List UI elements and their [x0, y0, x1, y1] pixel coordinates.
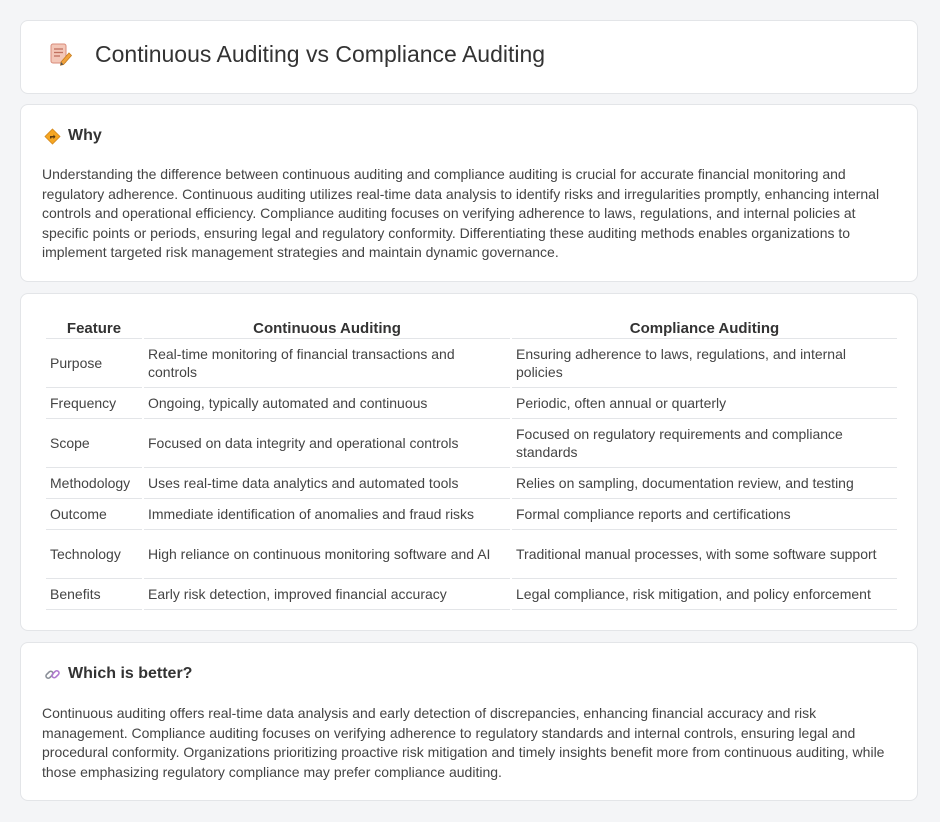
compliance-cell: Focused on regulatory requirements and compliance standards — [512, 419, 897, 468]
table-row — [46, 499, 897, 530]
feature-cell: Technology — [46, 530, 142, 579]
table-header-row — [46, 316, 897, 339]
table-row — [46, 419, 897, 468]
header-compliance: Compliance Auditing — [512, 316, 897, 339]
table-row — [46, 530, 897, 579]
continuous-cell: Ongoing, typically automated and continuous — [144, 388, 510, 419]
compliance-cell: Periodic, often annual or quarterly — [512, 388, 897, 419]
why-heading: Why — [68, 127, 102, 144]
why-section — [20, 104, 918, 282]
table-row — [46, 388, 897, 419]
comparison-section — [20, 293, 918, 631]
table-row — [46, 579, 897, 610]
better-text: Continuous auditing offers real-time data analysis and early detection of discrepancies, enhancing financial accuracy and risk management. Compliance auditing focuses on verifying adherence to regulatory standards and internal controls, ensuring legal and procedural conformity. Organizations prioritizing proactive risk mitigation and timely insights benefit more from continuous auditing, while those emphasizing regulatory compliance may prefer compliance auditing. — [42, 705, 885, 780]
compliance-cell: Relies on sampling, documentation review, and testing — [512, 468, 897, 499]
continuous-cell: High reliance on continuous monitoring software and AI — [144, 530, 510, 579]
better-heading: Which is better? — [68, 665, 193, 682]
page-title: Continuous Auditing vs Compliance Auditing — [95, 40, 546, 67]
diamond-sign-icon — [43, 127, 61, 145]
continuous-cell: Uses real-time data analytics and automated tools — [144, 468, 510, 499]
better-heading-row — [43, 665, 192, 683]
continuous-cell: Real-time monitoring of financial transactions and controls — [144, 339, 510, 388]
feature-cell: Purpose — [46, 339, 142, 388]
compliance-cell: Ensuring adherence to laws, regulations, and internal policies — [512, 339, 897, 388]
continuous-cell: Focused on data integrity and operational controls — [144, 419, 510, 468]
why-text: Understanding the difference between continuous auditing and compliance auditing is crucial for accurate financial monitoring and regulatory adherence. Continuous auditing utilizes real-time data analysis to identify risks and irregularities promptly, enhancing internal controls and operational efficiency. Compliance auditing focuses on verifying adherence to laws, regulations, and internal policies at specific points or periods, ensuring legal and regulatory conformity. Differentiating these auditing methods enables organizations to implement targeted risk management strategies and maintain dynamic governance. — [42, 166, 880, 260]
feature-cell: Scope — [46, 419, 142, 468]
link-icon — [43, 665, 61, 683]
header-continuous: Continuous Auditing — [144, 316, 510, 339]
compliance-cell: Formal compliance reports and certifications — [512, 499, 897, 530]
title-row — [45, 39, 545, 69]
compliance-cell: Traditional manual processes, with some software support — [512, 530, 897, 579]
title-card — [20, 20, 918, 94]
continuous-cell: Immediate identification of anomalies and fraud risks — [144, 499, 510, 530]
header-feature: Feature — [46, 316, 142, 339]
compliance-cell: Legal compliance, risk mitigation, and policy enforcement — [512, 579, 897, 610]
feature-cell: Outcome — [46, 499, 142, 530]
continuous-cell: Early risk detection, improved financial accuracy — [144, 579, 510, 610]
comparison-table — [44, 316, 899, 610]
why-heading-row — [43, 127, 102, 145]
which-better-section — [20, 642, 918, 801]
document-pencil-icon — [45, 39, 75, 69]
table-row — [46, 468, 897, 499]
feature-cell: Methodology — [46, 468, 142, 499]
table-row — [46, 339, 897, 388]
feature-cell: Benefits — [46, 579, 142, 610]
feature-cell: Frequency — [46, 388, 142, 419]
